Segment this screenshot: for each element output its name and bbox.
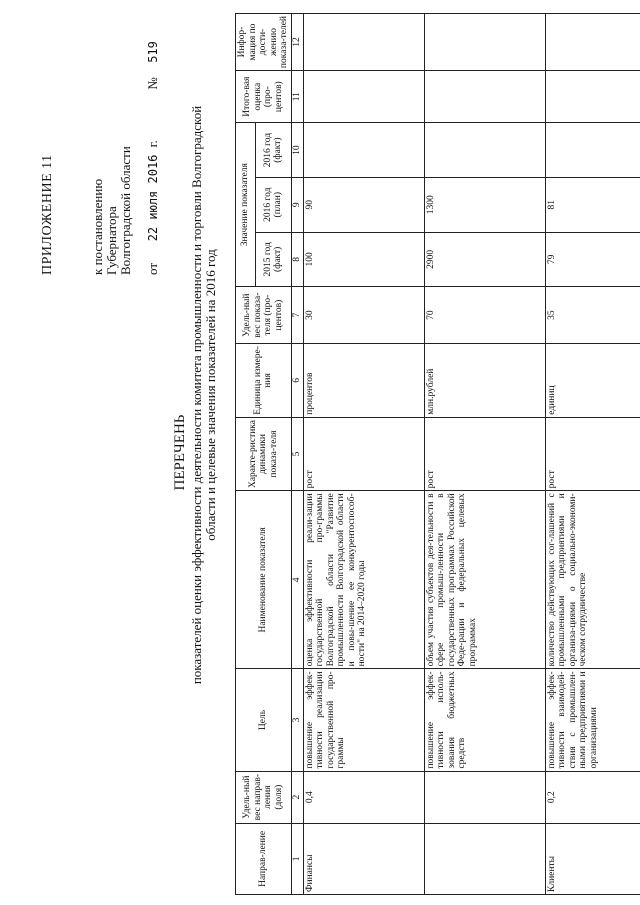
row-fact-2015: 100 [303, 232, 424, 287]
row-total [303, 71, 424, 123]
row-fact-2016 [303, 123, 424, 178]
date-prefix: от [145, 262, 160, 275]
table-row [545, 14, 640, 895]
column-number: 12 [291, 14, 303, 71]
number-value: 519 [146, 41, 160, 63]
row-indicator: количество действующих сог-лашений с промышленными предприятиями и организа-циями о социально-экономи-ческом сотрудничестве [545, 491, 640, 669]
column-number: 1 [291, 823, 303, 894]
column-number: 8 [291, 232, 303, 287]
subtitle-line-2: области и целевые значения показателей на 2016 год [203, 249, 218, 541]
column-number-row [291, 14, 303, 895]
row-weight: 0,2 [545, 771, 640, 823]
column-number: 7 [291, 287, 303, 344]
row-plan-2016: 1300 [424, 177, 545, 232]
date-suffix: г. [145, 140, 160, 148]
table-row [424, 14, 545, 895]
row-direction [424, 823, 545, 894]
row-direction: Финансы [303, 823, 424, 894]
column-number: 4 [291, 491, 303, 669]
row-indicator: оценка эффективности реали-зации государственной про-граммы Волгоградской области "Развитие промышленности Волгоградской области и повы-шение ее конкурентоспособ-ности" на 2014–2020 годы [303, 491, 424, 669]
row-fact-2015: 2900 [424, 232, 545, 287]
appendix-date-line [145, 41, 161, 275]
table-row [303, 14, 424, 895]
number-prefix: № [145, 77, 160, 90]
header-values-group: Значение показателя [236, 123, 256, 287]
header-fact-2016: 2016 год (факт) [255, 123, 291, 178]
row-indicator-weight: 70 [424, 287, 545, 344]
row-indicator-weight: 30 [303, 287, 424, 344]
header-goal: Цель [236, 669, 292, 771]
row-fact-2016 [424, 123, 545, 178]
document-title: ПЕРЕЧЕНЬ [172, 414, 188, 491]
appendix-title: ПРИЛОЖЕНИЕ 11 [40, 154, 55, 275]
indicators-table [235, 13, 640, 895]
column-number: 2 [291, 771, 303, 823]
row-plan-2016: 81 [545, 177, 640, 232]
column-number: 9 [291, 177, 303, 232]
row-goal: повышение эффек-тивности реализации государственной про-граммы [303, 669, 424, 771]
column-number: 3 [291, 669, 303, 771]
appendix-line-1: к постановлению [90, 178, 105, 275]
header-unit: Единица измере-ния [236, 344, 292, 418]
row-unit: процентов [303, 344, 424, 418]
row-fact-2015: 79 [545, 232, 640, 287]
subtitle-line-1: показателей оценки эффективности деятельности комитета промышленности и торговли Волгоградской [189, 105, 204, 685]
header-fact-2015: 2015 год (факт) [255, 232, 291, 287]
row-fact-2016 [545, 123, 640, 178]
appendix-line-2: Губернатора [104, 206, 119, 275]
row-info [424, 14, 545, 71]
row-info [303, 14, 424, 71]
column-number: 5 [291, 417, 303, 491]
date-value: 22 июля 2016 [146, 154, 160, 242]
row-goal: повышение эффек-тивности взаимодей-ствия с промышлен-ными предприятиями и организациями [545, 669, 640, 771]
row-indicator-weight: 35 [545, 287, 640, 344]
header-weight-direction: Удель-ный вес направ-ления (доля) [236, 771, 292, 823]
row-total [424, 71, 545, 123]
header-dynamics: Характе-ристика динамики показа-теля [236, 417, 292, 491]
row-weight: 0,4 [303, 771, 424, 823]
row-dynamics: рост [424, 417, 545, 491]
row-dynamics: рост [303, 417, 424, 491]
table-header-row-1 [236, 14, 256, 895]
row-total [545, 71, 640, 123]
header-indicator-name: Наименование показателя [236, 491, 292, 669]
document-subtitle [190, 25, 218, 765]
header-total-score: Итого-вая оценка (про-центов) [236, 71, 292, 123]
row-weight [424, 771, 545, 823]
row-dynamics: рост [545, 417, 640, 491]
row-goal: повышение эффек-тивности исполь-зования бюджетных средств [424, 669, 545, 771]
row-direction: Клиенты [545, 823, 640, 894]
header-plan-2016: 2016 год (план) [255, 177, 291, 232]
column-number: 10 [291, 123, 303, 178]
column-number: 6 [291, 344, 303, 418]
appendix-line-3: Волгоградской области [118, 146, 133, 275]
column-number: 11 [291, 71, 303, 123]
row-info [545, 14, 640, 71]
row-unit: единиц [545, 344, 640, 418]
header-info: Инфор-мация по дости-жению показа-телей [236, 14, 292, 71]
header-weight-indicator: Удель-ный вес показа-теля (про-центов) [236, 287, 292, 344]
header-direction: Направ-ление [236, 823, 292, 894]
row-unit: млн.рублей [424, 344, 545, 418]
row-indicator: объем участия субъектов дея-тельности в сфере промыш-ленности в государственных программах Российской Феде-рации и федеральных целевых программах [424, 491, 545, 669]
row-plan-2016: 90 [303, 177, 424, 232]
